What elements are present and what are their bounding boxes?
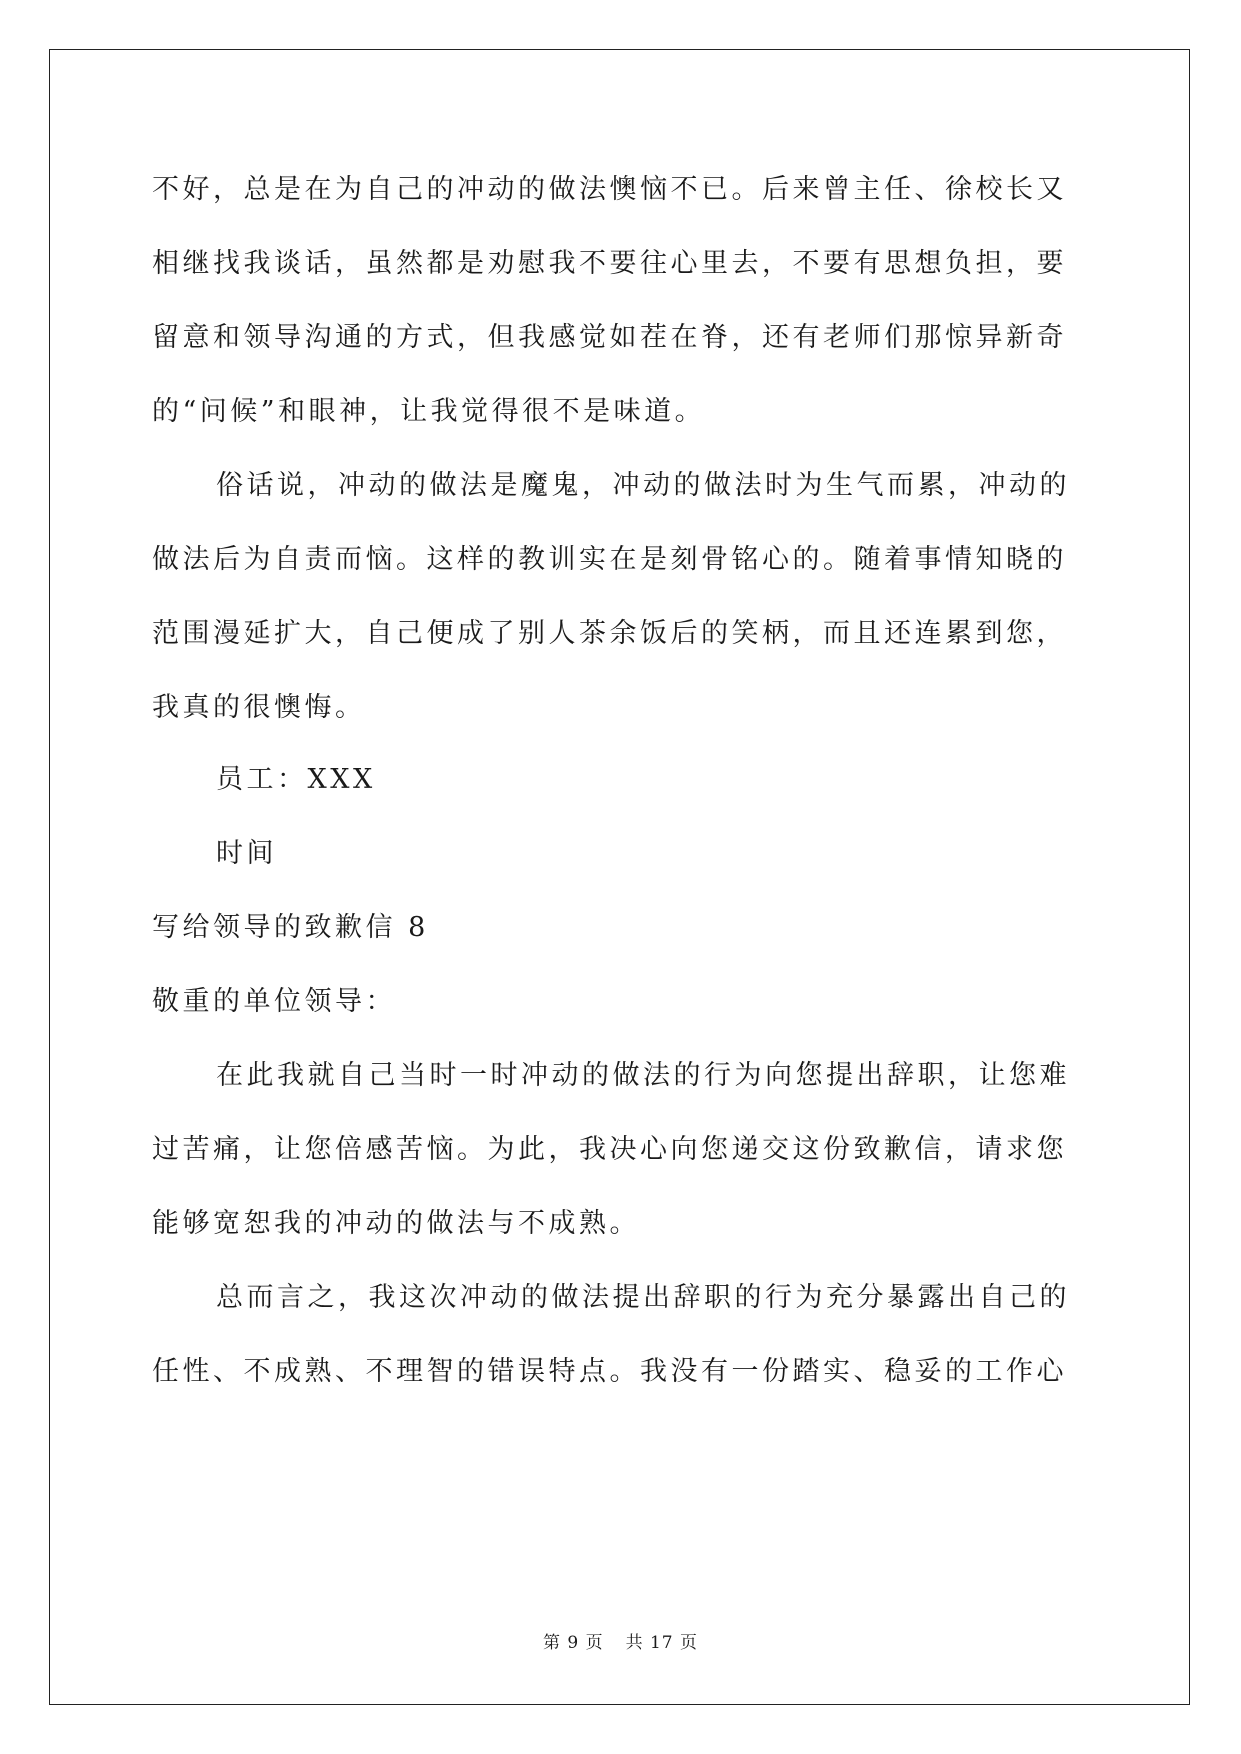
paragraph-line: 范围漫延扩大，自己便成了别人茶余饭后的笑柄，而且还连累到您， <box>152 618 1067 649</box>
paragraph-line: 留意和领导沟通的方式，但我感觉如茬在脊，还有老师们那惊异新奇 <box>152 322 1067 353</box>
paragraph-line: 的“问候”和眼神，让我觉得很不是味道。 <box>152 396 706 427</box>
paragraph-line: 我真的很懊悔。 <box>152 692 366 723</box>
page-current: 第 9 页 <box>542 1633 604 1653</box>
page-footer <box>0 1628 1241 1653</box>
paragraph-line: 相继找我谈话，虽然都是劝慰我不要往心里去，不要有思想负担，要 <box>152 248 1067 279</box>
paragraph-line: 俗话说，冲动的做法是魔鬼，冲动的做法时为生气而累，冲动的 <box>216 470 1070 501</box>
paragraph-line: 任性、不成熟、不理智的错误特点。我没有一份踏实、稳妥的工作心 <box>152 1356 1067 1387</box>
paragraph-line: 在此我就自己当时一时冲动的做法的行为向您提出辞职，让您难 <box>216 1060 1070 1091</box>
paragraph-line: 不好，总是在为自己的冲动的做法懊恼不已。后来曾主任、徐校长又 <box>152 174 1067 205</box>
paragraph-line: 能够宽恕我的冲动的做法与不成熟。 <box>152 1208 640 1239</box>
paragraph-line: 做法后为自责而恼。这样的教训实在是刻骨铭心的。随着事情知晓的 <box>152 544 1067 575</box>
page-total: 共 17 页 <box>625 1633 699 1653</box>
signature-date: 时间 <box>216 838 277 869</box>
salutation: 敬重的单位领导： <box>152 986 396 1017</box>
paragraph-line: 总而言之，我这次冲动的做法提出辞职的行为充分暴露出自己的 <box>216 1282 1070 1313</box>
section-title: 写给领导的致歉信 8 <box>152 912 429 943</box>
page-border <box>49 49 1190 1705</box>
signature-employee: 员工：XXX <box>216 764 376 795</box>
paragraph-line: 过苦痛，让您倍感苦恼。为此，我决心向您递交这份致歉信，请求您 <box>152 1134 1067 1165</box>
